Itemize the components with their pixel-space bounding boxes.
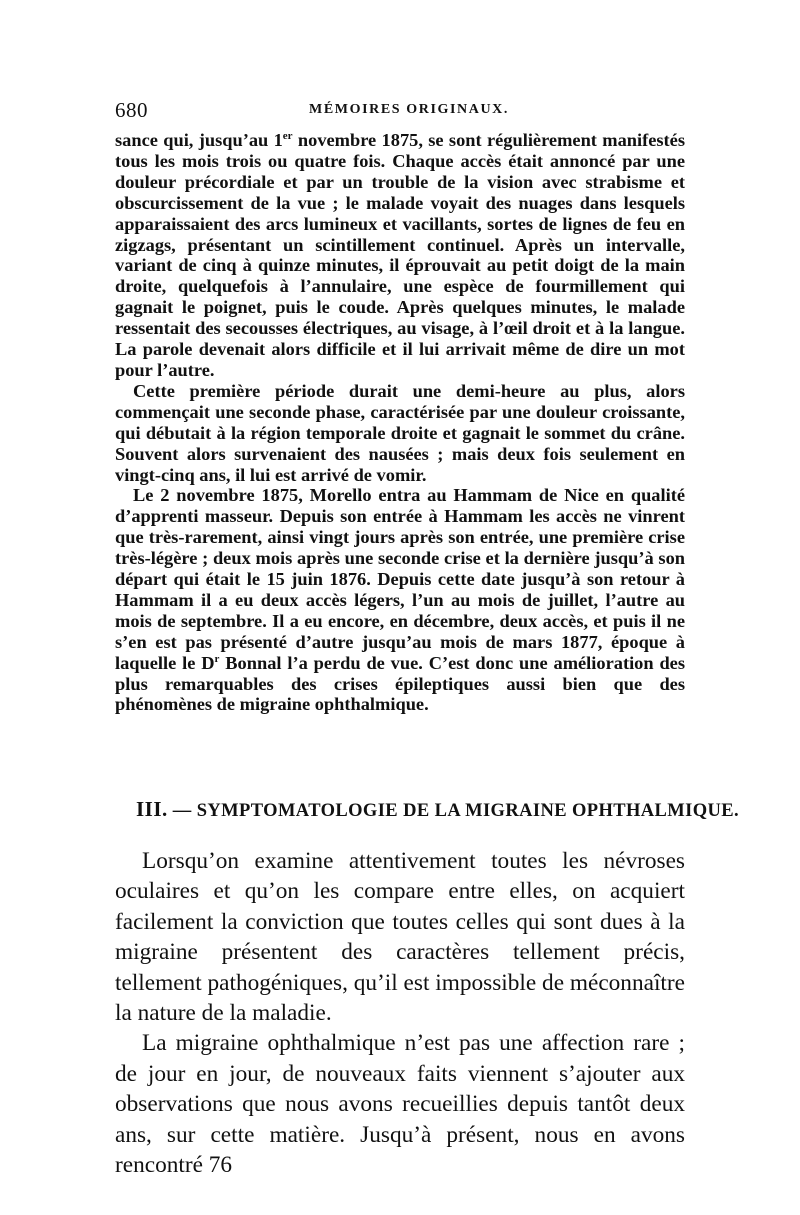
section-dash: — bbox=[167, 801, 197, 821]
paragraph: Lorsqu’on examine attentivement toutes les névroses oculaires et qu’on les compare entre elles, on acquiert facilement la conviction que toutes celles qui sont dues à la migraine présentent des caractères tellement précis, tellement pathogéniques, qu’il est impossible de méconnaître la nature de la maladie. bbox=[115, 848, 685, 1027]
text-run: Bonnal l’a perdu de vue. C’est donc une amélioration des plus remarquables des crises épileptiques aussi bien que des phénomènes de migraine ophthalmique. bbox=[115, 652, 685, 715]
section-title: SYMPTOMATOLOGIE DE LA MIGRAINE OPHTHALMIQUE. bbox=[196, 801, 740, 821]
running-head bbox=[115, 98, 685, 124]
paragraph: La migraine ophthalmique n’est pas une affection rare ; de jour en jour, de nouveaux faits viennent s’ajouter aux observations que nous avons recueillies depuis tantôt deux ans, sur cette matière. Jusqu’à présent, nous en avons rencontré 76 bbox=[115, 1030, 685, 1179]
paragraph: Cette première période durait une demi-heure au plus, alors commençait une seconde phase, caractérisée par une douleur croissante, qui débutait à la région temporale droite et gagnait le sommet du crâne. Souvent alors survenaient des nausées ; mais deux fois seulement en vingt-cinq ans, il lui est arrivé de vomir. bbox=[115, 380, 685, 485]
text-run: sance qui, jusqu’au 1 bbox=[115, 130, 283, 150]
section-body bbox=[115, 846, 685, 1180]
case-report-text bbox=[115, 130, 685, 715]
running-title: MÉMOIRES ORIGINAUX. bbox=[309, 102, 509, 117]
page-number: 680 bbox=[115, 98, 148, 122]
section-heading bbox=[136, 797, 740, 822]
superscript: r bbox=[214, 652, 220, 665]
superscript: er bbox=[282, 130, 293, 142]
paragraph bbox=[115, 130, 685, 381]
text-run: novembre 1875, se sont régulièrement manifestés tous les mois trois ou quatre fois. Chaque accès était annoncé par une douleur précordiale et par un trouble de la vision avec strabisme et obscurcissement de la vue ; le malade voyait des nuages dans lesquels apparaissaient des arcs lumineux et vacillants, sortes de lignes de feu en zigzags, présentant un scintillement continuel. Après un intervalle, variant de cinq à quinze minutes, il éprouvait au petit doigt de la main droite, quelquefois à l’annulaire, une espèce de fourmillement qui gagnait le poignet, puis le coude. Après quelques minutes, le malade ressentait des secousses électriques, au visage, à l’œil droit et à la langue. La parole devenait alors difficile et il lui arrivait même de dire un mot pour l’autre. bbox=[115, 130, 685, 380]
text-run: Le 2 novembre 1875, Morello entra au Hammam de Nice en qualité d’apprenti masseur. Depuis son entrée à Hammam les accès ne vinrent que très-rarement, ainsi vingt jours après son entrée, une première crise très-légère ; deux mois après une seconde crise et la dernière jusqu’à son départ qui était le 15 juin 1876. Depuis cette date jusqu’à son retour à Hammam il a eu deux accès légers, l’un au mois de juillet, l’autre au mois de septembre. Il a eu encore, en décembre, deux accès, et puis il ne s’en est pas présenté d’autre jusqu’au mois de mars 1877, époque à laquelle le D bbox=[115, 485, 685, 673]
section-number: III. bbox=[136, 797, 168, 821]
paragraph bbox=[115, 485, 685, 715]
